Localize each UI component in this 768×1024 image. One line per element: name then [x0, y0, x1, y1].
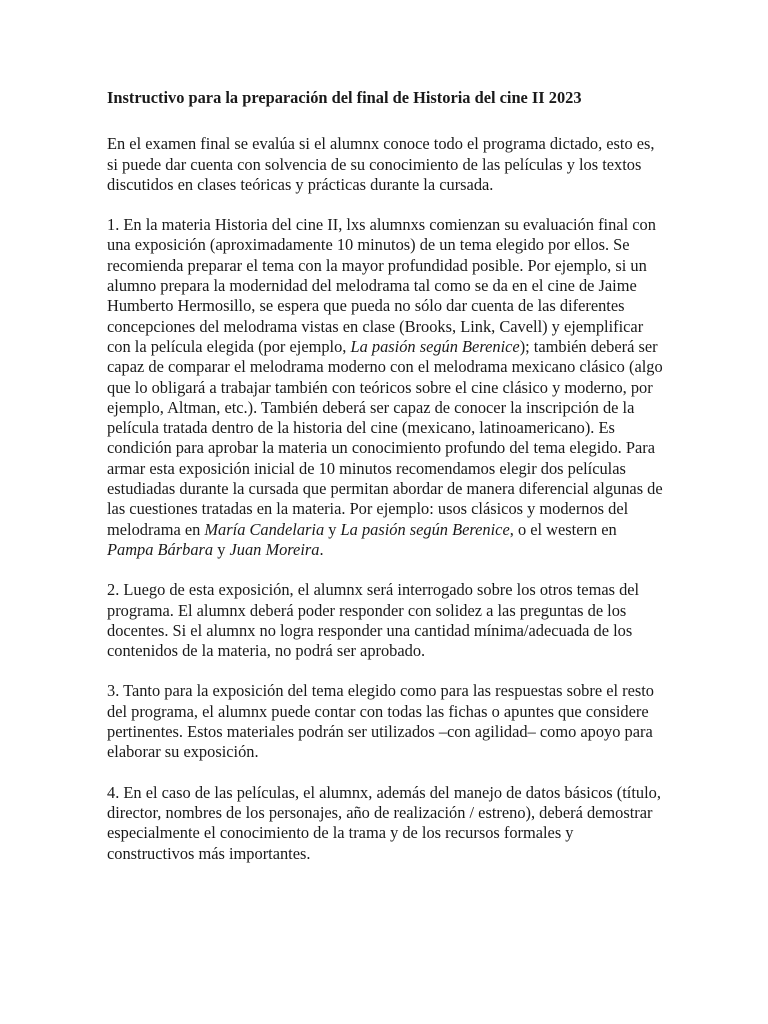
- paragraph-1-text-a: 1. En la materia Historia del cine II, lxs alumnxs comienzan su evaluación final con una exposición (aproximadamente 10 minutos) de un tema elegido por ellos. Se recomienda preparar el tema con la mayor profundidad posible. Por ejemplo, si un alumno prepara la modernidad del melodrama tal como se da en el cine de Jaime Humberto Hermosillo, se espera que pueda no sólo dar cuenta de las diferentes concepciones del melodrama vistas en clase (Brooks, Link, Cavell) y ejemplificar con la película elegida (por ejemplo,: [107, 215, 656, 356]
- paragraph-1: [107, 215, 663, 560]
- paragraph-1-text-c: y: [324, 519, 341, 539]
- paragraph-1-text-b: ); también deberá ser capaz de comparar el melodrama moderno con el melodrama mexicano clásico (algo que lo obligará a trabajar también con teóricos sobre el cine clásico y moderno, por ejemplo, Altman, etc.). También deberá ser capaz de conocer la inscripción de la película tratada dentro de la historia del cine (mexicano, latinoamericano). Es condición para aprobar la materia un conocimiento profundo del tema elegido. Para armar esta exposición inicial de 10 minutos recomendamos elegir dos películas estudiadas durante la cursada que permitan abordar de manera diferencial algunas de las cuestiones tratadas en la materia. Por ejemplo: usos clásicos y modernos del melodrama en: [107, 336, 663, 539]
- paragraph-3: 3. Tanto para la exposición del tema elegido como para las respuestas sobre el resto del programa, el alumnx puede contar con todas las fichas o apuntes que considere pertinentes. Estos materiales podrán ser utilizados –con agilidad– como apoyo para elaborar su exposición.: [107, 681, 654, 762]
- paragraph-1-text-e: y: [213, 539, 230, 559]
- film-title-pampa-barbara: Pampa Bárbara: [107, 539, 214, 559]
- film-title-maria-candelaria: María Candelaria: [204, 519, 325, 539]
- paragraph-4: 4. En el caso de las películas, el alumnx, además del manejo de datos básicos (título, director, nombres de los personajes, año de realización / estreno), deberá demostrar especialmente el conocimiento de la trama y de los recursos formales y constructivos más importantes.: [107, 782, 661, 863]
- paragraph-1-text-f: .: [319, 539, 324, 559]
- document-page: [107, 88, 663, 884]
- film-title-la-pasion-segun-berenice: La pasión según Berenice: [350, 336, 520, 356]
- film-title-juan-moreira: Juan Moreira: [229, 539, 320, 559]
- film-title-la-pasion-segun-berenice-2: La pasión según Berenice: [340, 519, 510, 539]
- paragraph-2: 2. Luego de esta exposición, el alumnx será interrogado sobre los otros temas del programa. El alumnx deberá poder responder con solidez a las preguntas de los docentes. Si el alumnx no logra responder una cantidad mínima/adecuada de los contenidos de la materia, no podrá ser aprobado.: [107, 580, 640, 661]
- paragraph-1-text-d: , o el western en: [509, 519, 617, 539]
- document-title: Instructivo para la preparación del final de Historia del cine II 2023: [107, 88, 582, 107]
- intro-paragraph: En el examen final se evalúa si el alumnx conoce todo el programa dictado, esto es, si puede dar cuenta con solvencia de su conocimiento de las películas y los textos discutidos en clases teóricas y prácticas durante la cursada.: [107, 134, 655, 194]
